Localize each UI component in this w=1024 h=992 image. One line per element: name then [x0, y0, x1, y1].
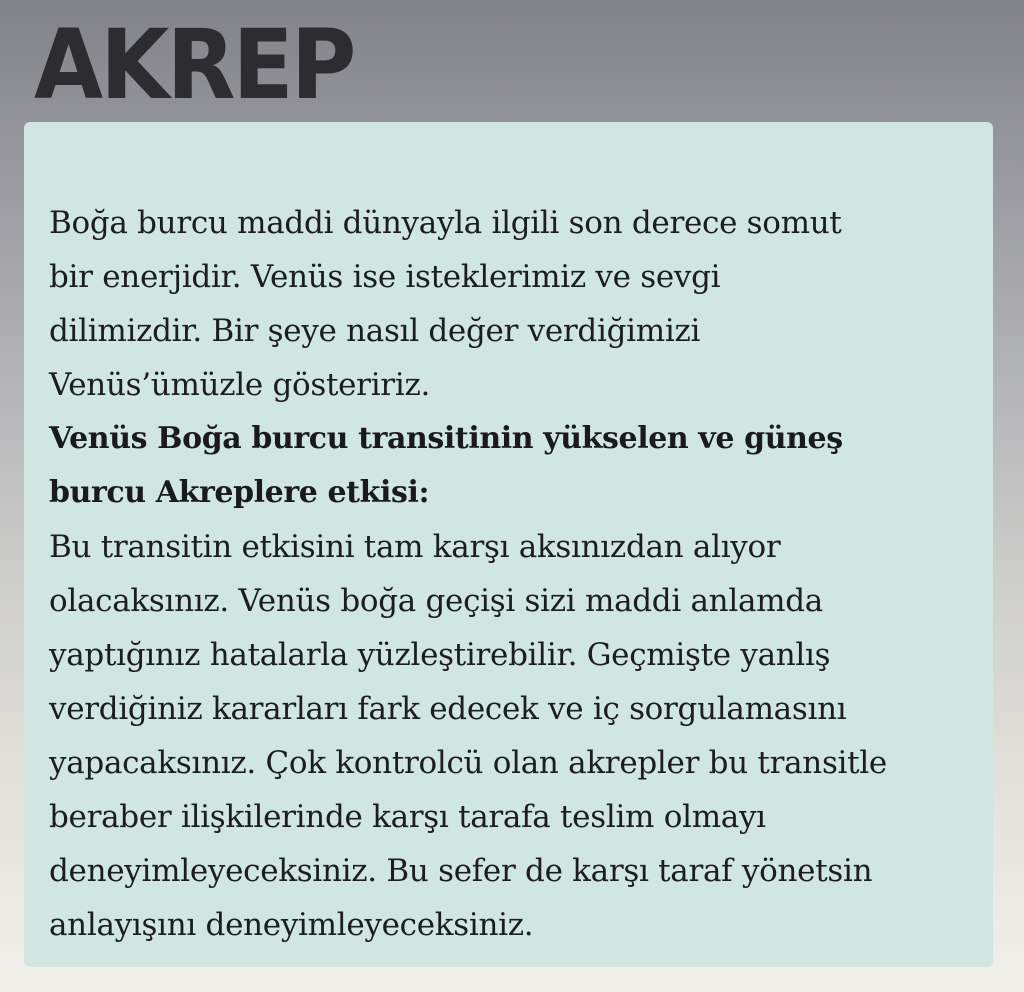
text-card: [24, 122, 993, 967]
body-line: deneyimleyeceksiniz. Bu sefer de karşı taraf yönetsin: [49, 853, 873, 889]
body-paragraph: [49, 520, 979, 952]
body-line: yaptığınız hatalarla yüzleştirebilir. Geçmişte yanlış: [49, 637, 831, 673]
body-line: verdiğiniz kararları fark edecek ve iç sorgulamasını: [49, 691, 847, 727]
body-line: yapacaksınız. Çok kontrolcü olan akrepler bu transitle: [49, 745, 887, 781]
page-title: AKREP: [34, 9, 354, 121]
body-line: anlayışını deneyimleyeceksiniz.: [49, 907, 534, 943]
intro-line: dilimizdir. Bir şeye nasıl değer verdiğimizi: [49, 313, 701, 349]
body-line: beraber ilişkilerinde karşı tarafa teslim olmayı: [49, 799, 766, 835]
intro-line: bir enerjidir. Venüs ise isteklerimiz ve sevgi: [49, 259, 721, 295]
intro-line: Venüs’ümüzle gösteririz.: [49, 367, 431, 403]
card-content: [49, 196, 979, 952]
body-line: olacaksınız. Venüs boğa geçişi sizi maddi anlamda: [49, 583, 823, 619]
intro-line: Boğa burcu maddi dünyayla ilgili son derece somut: [49, 205, 842, 241]
intro-paragraph: [49, 196, 979, 412]
body-line: Bu transitin etkisini tam karşı aksınızdan alıyor: [49, 529, 781, 565]
section-heading: [49, 412, 979, 520]
heading-line: burcu Akreplere etkisi:: [49, 475, 430, 510]
heading-line: Venüs Boğa burcu transitinin yükselen ve güneş: [49, 421, 843, 456]
